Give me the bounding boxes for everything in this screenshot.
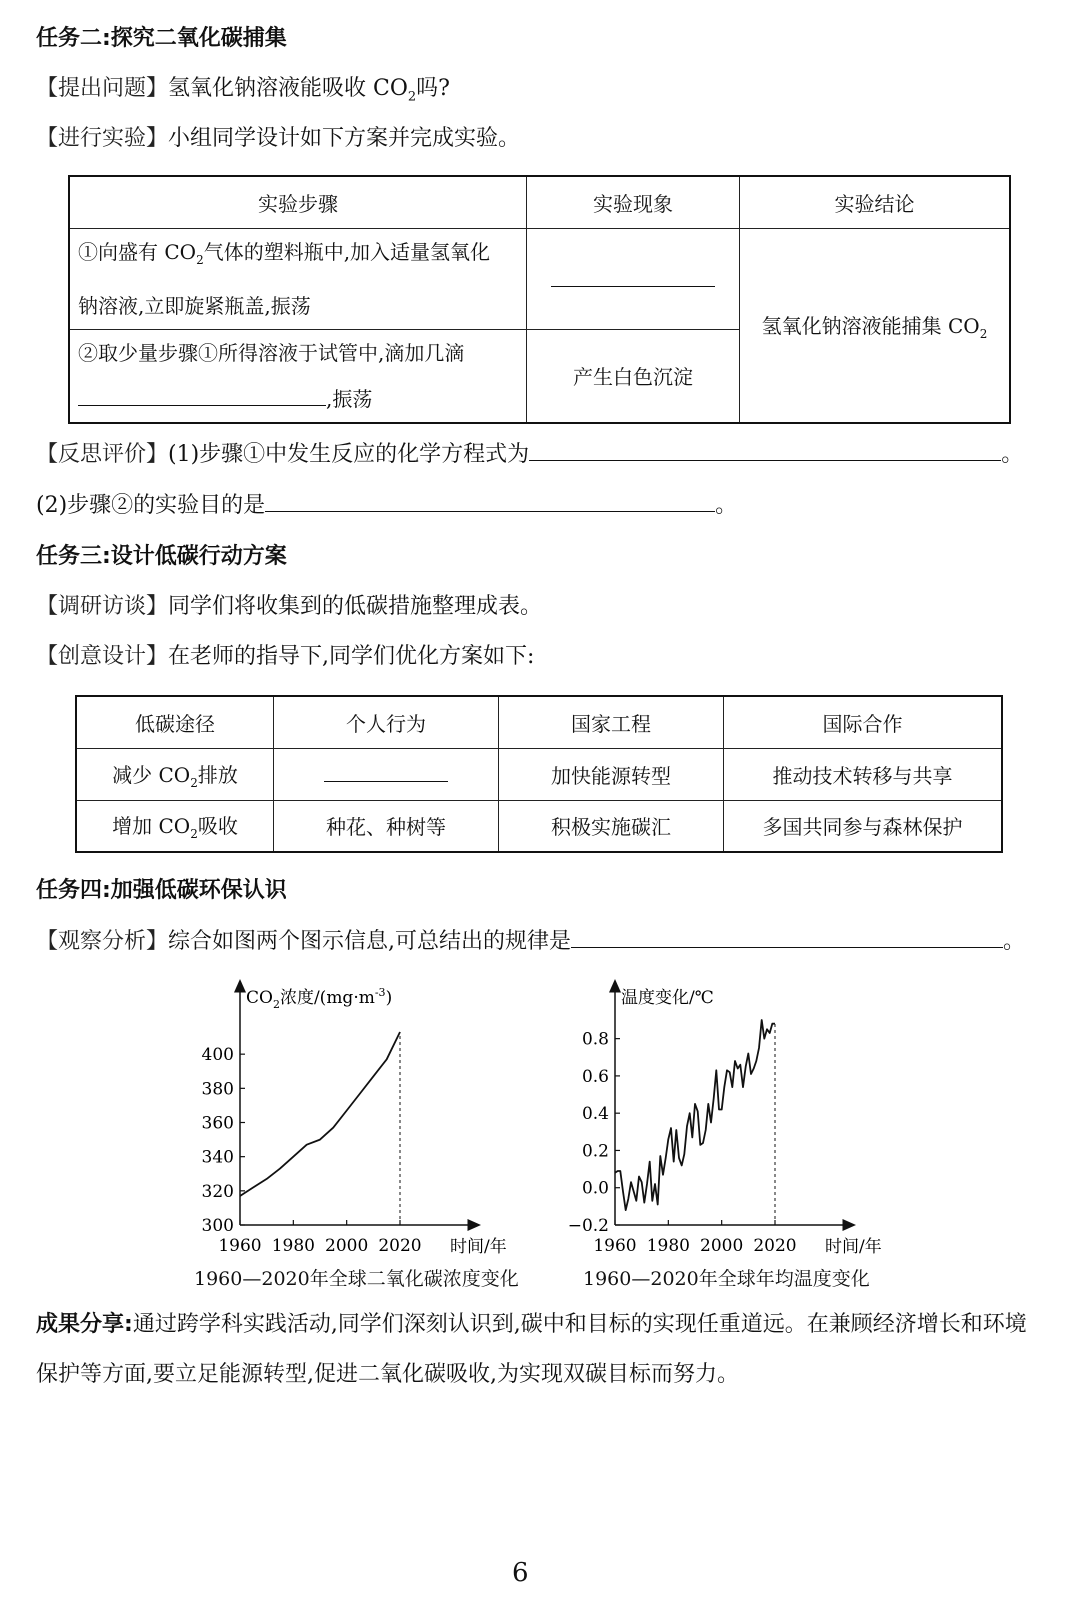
y-tick-label: 340 [201, 1147, 234, 1168]
observe-period: 。 [1003, 929, 1026, 954]
reflect1-period: 。 [1001, 442, 1024, 467]
result-text: 通过跨学科实践活动,同学们深刻认识到,碳中和目标的实现任重道远。在兼顾经济增长和环境保护等方面,要立足能源转型,促进二氧化碳吸收,为实现双碳目标而努力。 [36, 1312, 1027, 1387]
design-line [36, 642, 534, 672]
path1-cell [76, 748, 274, 800]
x-tick-label: 1960 [593, 1236, 637, 1256]
experiment-line [36, 124, 520, 154]
step2-text-a: ②取少量步骤①所得溶液于试管中,滴加几滴 [78, 340, 465, 365]
y-axis-label: 温度变化/℃ [621, 988, 714, 1008]
step1-text-c: 钠溶液,立即旋紧瓶盖,振荡 [78, 293, 311, 318]
temperature-chart [565, 975, 905, 1265]
lowcarbon-table [75, 695, 1003, 853]
intl1-cell: 推动技术转移与共享 [724, 748, 1003, 800]
conclusion-text: 氢氧化钠溶液能捕集 CO [761, 313, 980, 338]
result-title: 成果分享: [36, 1312, 133, 1337]
x-tick-label: 2000 [325, 1236, 369, 1256]
step1-sub: 2 [196, 252, 204, 267]
personal1-cell [274, 748, 499, 800]
y-tick-label: 320 [201, 1181, 234, 1202]
equation-blank[interactable] [529, 440, 1001, 461]
national1-cell: 加快能源转型 [499, 748, 724, 800]
experiment-tag: 【进行实验】 [36, 126, 169, 151]
design-text: 在老师的指导下,同学们优化方案如下: [168, 644, 535, 669]
series-line [615, 1020, 775, 1210]
experiment-text: 小组同学设计如下方案并完成实验。 [168, 126, 521, 151]
co2-chart [190, 975, 530, 1265]
experiment-table [68, 175, 1011, 424]
page-number: 6 [512, 1558, 529, 1588]
y-tick-label: 360 [201, 1113, 234, 1134]
path1-sub: 2 [190, 775, 198, 790]
reflect2-line [36, 491, 737, 521]
task2-title: 任务二:探究二氧化碳捕集 [36, 26, 287, 51]
conclusion-sub: 2 [979, 326, 988, 341]
y-tick-label: 0.4 [581, 1104, 609, 1125]
personal2-cell: 种花、种树等 [274, 800, 499, 852]
y-tick-label: 0.8 [581, 1029, 609, 1050]
x-tick-label: 2000 [700, 1236, 744, 1256]
y-tick-label: 300 [201, 1216, 234, 1236]
phenomenon1-blank[interactable] [551, 266, 715, 287]
national2-cell: 积极实施碳汇 [499, 800, 724, 852]
step1-text-b: 气体的塑料瓶中,加入适量氢氧化 [203, 239, 491, 264]
observe-text: 综合如图两个图示信息,可总结出的规律是 [168, 929, 572, 954]
phenomenon1-cell [527, 228, 740, 329]
step2-cell [69, 329, 527, 423]
question-sub: 2 [407, 89, 417, 105]
path1-end: 排放 [197, 762, 238, 787]
table-header: 个人行为 [274, 696, 499, 748]
reflect1-text: (1)步骤①中发生反应的化学方程式为 [168, 442, 530, 467]
y-axis-label: $CO_2$浓度$/(mg\cdot m^{-3})$ [246, 986, 393, 1011]
question-tag: 【提出问题】 [36, 76, 169, 101]
observe-tag: 【观察分析】 [36, 929, 169, 954]
reflect2-text: (2)步骤②的实验目的是 [36, 493, 266, 518]
survey-line [36, 592, 542, 622]
table-header: 国际合作 [724, 696, 1003, 748]
x-tick-label: 1960 [218, 1236, 262, 1256]
purpose-blank[interactable] [265, 491, 715, 512]
y-tick-label: 400 [201, 1045, 234, 1066]
survey-text: 同学们将收集到的低碳措施整理成表。 [168, 594, 543, 619]
y-tick-label: 0.0 [581, 1178, 609, 1199]
series-line [240, 1032, 400, 1196]
table-header: 实验现象 [527, 176, 740, 228]
question-text: 氢氧化钠溶液能吸收 CO [168, 76, 408, 101]
x-tick-label: 2020 [753, 1236, 797, 1256]
question-end: 吗? [416, 76, 450, 101]
task3-title: 任务三:设计低碳行动方案 [36, 544, 287, 569]
task4-title: 任务四:加强低碳环保认识 [36, 878, 287, 903]
table-header: 实验步骤 [69, 176, 527, 228]
conclusion-cell [740, 228, 1011, 423]
result-paragraph [36, 1300, 1046, 1400]
y-tick-label: 380 [201, 1079, 234, 1100]
phenomenon2-cell: 产生白色沉淀 [527, 329, 740, 423]
y-tick-label: 0.6 [581, 1066, 609, 1087]
path2-end: 吸收 [197, 814, 238, 839]
path2-text: 增加 CO [112, 814, 191, 839]
question-line [36, 74, 450, 112]
step2-text-b: ,振荡 [326, 386, 373, 411]
reflect2-period: 。 [715, 493, 738, 518]
table-header: 实验结论 [740, 176, 1011, 228]
path1-text: 减少 CO [112, 762, 191, 787]
x-tick-label: 1980 [646, 1236, 690, 1256]
step1-text-a: ①向盛有 CO [78, 239, 197, 264]
x-tick-label: 2020 [378, 1236, 422, 1256]
step1-cell [69, 228, 527, 329]
temperature-chart-caption: 1960—2020年全球年均温度变化 [583, 1268, 870, 1290]
reagent-blank[interactable] [78, 385, 326, 406]
path2-cell [76, 800, 274, 852]
table-header: 国家工程 [499, 696, 724, 748]
x-axis-label: 时间/年 [450, 1237, 507, 1257]
reflect1-line [36, 440, 1023, 470]
reflect-tag: 【反思评价】 [36, 442, 169, 467]
design-tag: 【创意设计】 [36, 644, 169, 669]
survey-tag: 【调研访谈】 [36, 594, 169, 619]
personal-blank[interactable] [324, 761, 448, 782]
observe-line [36, 927, 1025, 957]
pattern-blank[interactable] [571, 927, 1003, 948]
y-tick-label: −0.2 [567, 1216, 609, 1236]
intl2-cell: 多国共同参与森林保护 [724, 800, 1003, 852]
table-header: 低碳途径 [76, 696, 274, 748]
x-tick-label: 1980 [271, 1236, 315, 1256]
co2-chart-caption: 1960—2020年全球二氧化碳浓度变化 [194, 1268, 519, 1290]
x-axis-label: 时间/年 [825, 1237, 882, 1257]
y-tick-label: 0.2 [581, 1141, 609, 1162]
path2-sub: 2 [190, 827, 198, 842]
